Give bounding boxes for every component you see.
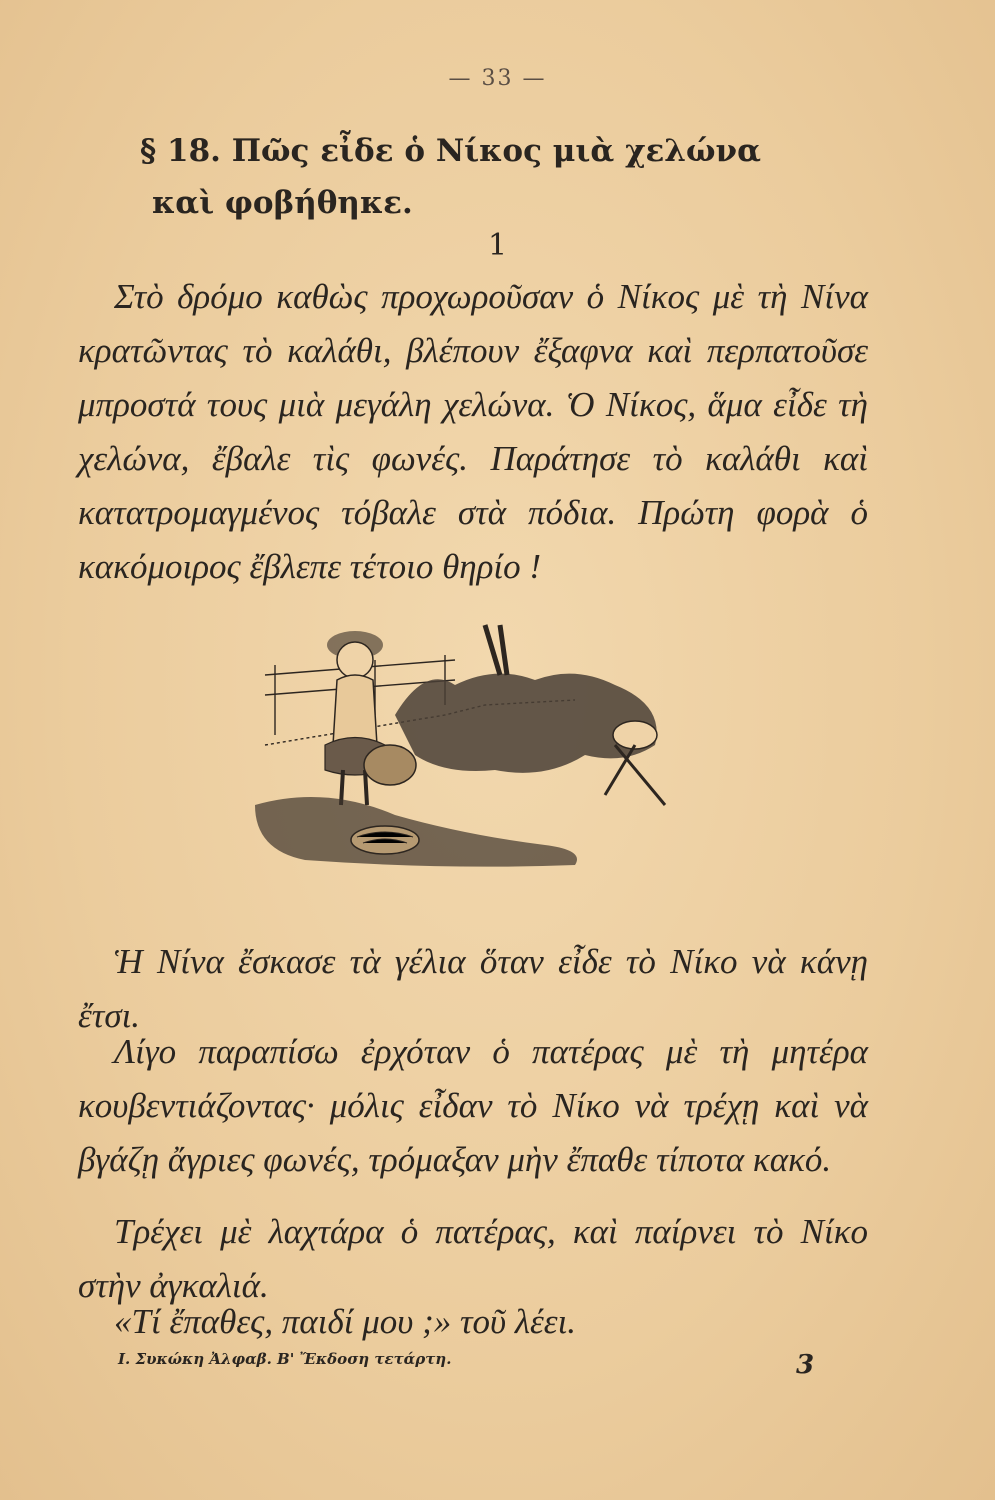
- paragraph-4: Τρέχει μὲ λαχτάρα ὁ πατέρας, καὶ παίρνει τὸ Νίκο στὴν ἀγκαλιά.: [78, 1212, 868, 1305]
- heading-line-2: καὶ φοβήθηκε.: [152, 185, 413, 221]
- illustration-children-turtle: [245, 605, 685, 880]
- heading-line-1: § 18. Πῶς εἶδε ὁ Νίκος μιὰ χελώνα: [140, 133, 761, 169]
- paragraph-3: Λίγο παραπίσω ἐρχόταν ὁ πατέρας μὲ τὴ μητέρα κουβεντιάζοντας· μόλις εἶδαν τὸ Νίκο νὰ τρέχῃ καὶ νὰ βγάζῃ ἄγριες φωνές, τρόμαξαν μὴν ἔπαθε τίποτα κακό.: [78, 1032, 868, 1179]
- footer-signature: 3: [796, 1350, 815, 1380]
- paragraph-2: Ἡ Νίνα ἔσκασε τὰ γέλια ὅταν εἶδε τὸ Νίκο νὰ κάνῃ ἔτσι.: [78, 942, 868, 1035]
- page-number: — 33 —: [448, 66, 547, 91]
- chapter-heading: [140, 125, 880, 229]
- paragraph-5: «Τί ἔπαθες, παιδί μου ;» τοῦ λέει.: [114, 1302, 577, 1341]
- section-number: 1: [487, 228, 508, 263]
- paragraph-1: Στὸ δρόμο καθὼς προχωροῦσαν ὁ Νίκος μὲ τὴ Νίνα κρατῶντας τὸ καλάθι, βλέπουν ἔξαφνα καὶ περπατοῦσε μπροστά τους μιὰ μεγάλη χελώνα. Ὁ Νίκος, ἅμα εἶδε τὴ χελώνα, ἔβαλε τὶς φωνές. Παράτησε τὸ καλάθι καὶ κατατρομαγμένος τόβαλε στὰ πόδια. Πρώτη φορὰ ὁ κακόμοιρος ἔβλεπε τέτοιο θηρίο !: [78, 277, 868, 586]
- footer-imprint: I. Συκώκη Ἀλφαβ. Β' Ἔκδοση τετάρτη.: [118, 1350, 452, 1368]
